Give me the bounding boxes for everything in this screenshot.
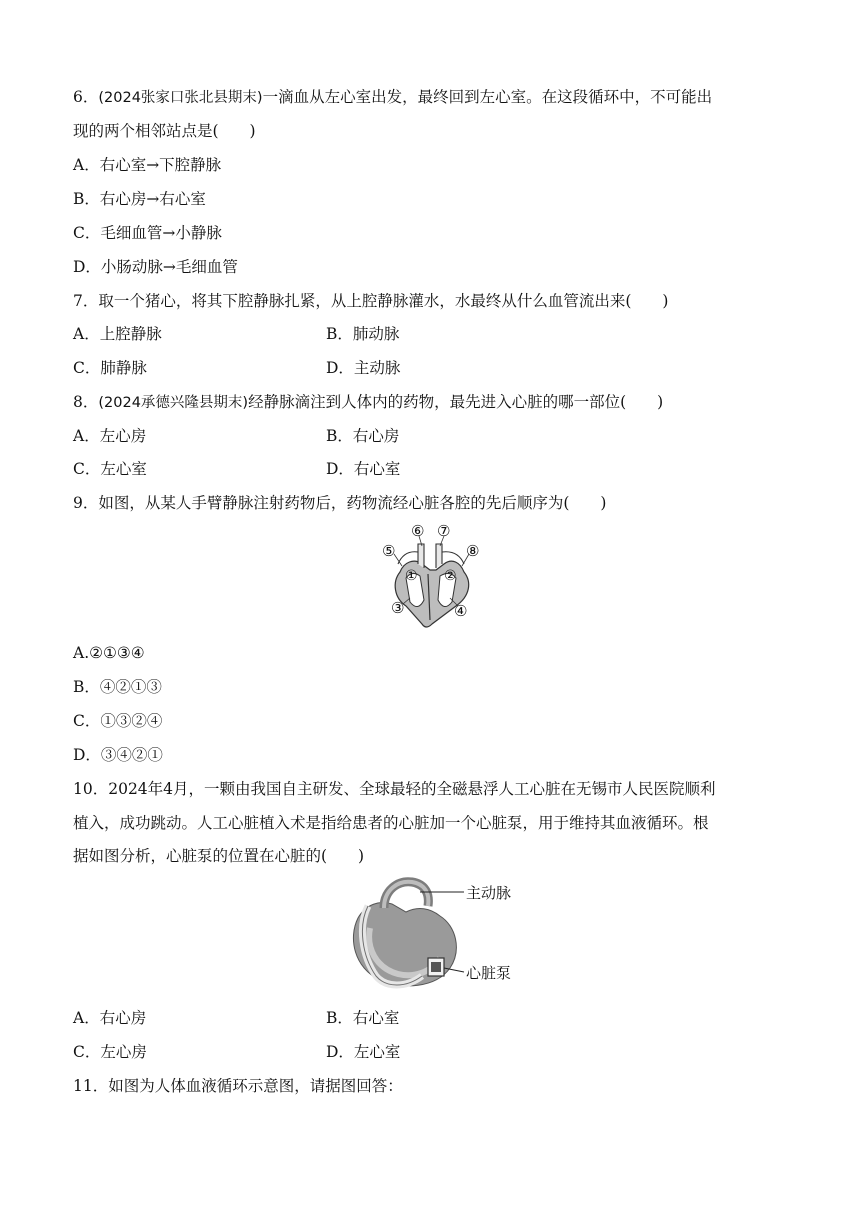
label-2: ② xyxy=(444,568,457,584)
label-6: ⑥ xyxy=(411,522,425,540)
q9-stem: 9．如图，从某人手臂静脉注射药物后，药物流经心脏各腔的先后顺序为( ) xyxy=(73,494,607,512)
label-5: ⑤ xyxy=(382,542,396,560)
q6-stem-line1 xyxy=(73,87,712,108)
q10-heart-pump-figure xyxy=(340,872,530,996)
q10-stem-line1: 10．2024年4月，一颗由我国自主研发、全球最轻的全磁悬浮人工心脏在无锡市人民医院顺利 xyxy=(73,780,716,798)
label-7: ⑦ xyxy=(437,522,451,540)
q6-option-c: C．毛细血管→小静脉 xyxy=(73,224,222,242)
q9-option-c: C．①③②④ xyxy=(73,712,163,730)
q6-option-d: D．小肠动脉→毛细血管 xyxy=(73,258,238,276)
q9-option-b: B．④②①③ xyxy=(73,678,162,696)
q8-source: (2024承德兴隆县期末) xyxy=(98,395,249,411)
label-aorta: 主动脉 xyxy=(466,884,512,902)
q8-number: 8． xyxy=(73,393,99,411)
q6-source: (2024张家口张北县期末) xyxy=(98,90,263,106)
q10-options-row1 xyxy=(73,1008,400,1028)
q8-option-a: A．左心房 xyxy=(73,427,147,445)
q6-option-b: B．右心房→右心室 xyxy=(73,190,206,208)
q9-heart-diagram xyxy=(378,520,488,632)
label-8: ⑧ xyxy=(466,542,480,560)
q6-number: 6． xyxy=(73,88,99,106)
q8-option-d: D．右心室 xyxy=(326,460,401,478)
q8-option-c: C．左心室 xyxy=(73,460,147,478)
label-pump: 心脏泵 xyxy=(466,964,512,982)
q8-stem-text: 经静脉滴注到人体内的药物，最先进入心脏的哪一部位( ) xyxy=(248,393,664,411)
q7-options-row1 xyxy=(73,324,400,344)
q6-stem-text: 一滴血从左心室出发，最终回到左心室。在这段循环中，不可能出 xyxy=(262,88,713,106)
label-3: ③ xyxy=(391,599,405,617)
q10-stem-line2: 植入，成功跳动。人工心脏植入术是指给患者的心脏加一个心脏泵，用于维持其血液循环。根 xyxy=(73,814,709,832)
q11-stem: 11．如图为人体血液循环示意图，请据图回答： xyxy=(73,1077,403,1095)
label-4: ④ xyxy=(454,602,468,620)
q9-option-a: A.②①③④ xyxy=(73,644,145,662)
q8-options-row1 xyxy=(73,426,400,446)
q8-options-row2 xyxy=(73,459,401,479)
q10-option-a: A．右心房 xyxy=(73,1009,147,1027)
q6-stem-line2: 现的两个相邻站点是( ) xyxy=(73,122,256,140)
q7-option-c: C．肺静脉 xyxy=(73,359,147,377)
q8-stem-line xyxy=(73,392,663,413)
q10-option-b: B．右心室 xyxy=(326,1009,400,1027)
q7-stem: 7．取一个猪心，将其下腔静脉扎紧，从上腔静脉灌水，水最终从什么血管流出来( ) xyxy=(73,292,669,310)
q10-option-c: C．左心房 xyxy=(73,1043,147,1061)
label-1: ① xyxy=(405,568,418,584)
q10-options-row2 xyxy=(73,1042,401,1062)
vessel-right xyxy=(436,544,442,568)
q7-option-a: A．上腔静脉 xyxy=(73,325,162,343)
q10-option-d: D．左心室 xyxy=(326,1043,401,1061)
q7-option-b: B．肺动脉 xyxy=(326,325,400,343)
vessel-left xyxy=(418,544,424,568)
q8-option-b: B．右心房 xyxy=(326,427,400,445)
q7-option-d: D．主动脉 xyxy=(326,359,401,377)
q10-stem-line3: 据如图分析，心脏泵的位置在心脏的( ) xyxy=(73,847,365,865)
q6-option-a: A．右心室→下腔静脉 xyxy=(73,156,222,174)
q7-options-row2 xyxy=(73,358,401,378)
q9-option-d: D．③④②① xyxy=(73,746,163,764)
